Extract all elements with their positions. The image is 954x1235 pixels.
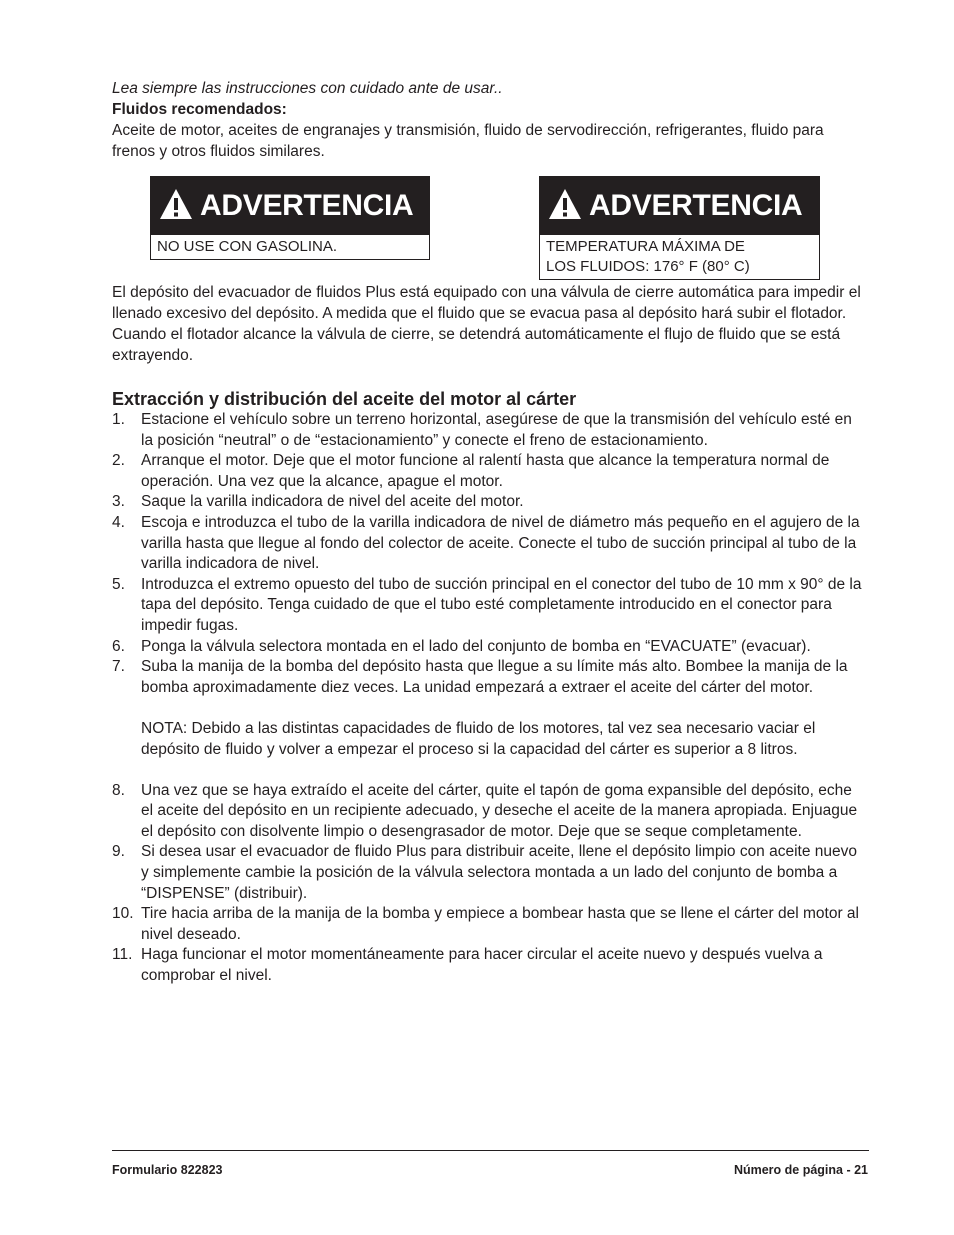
steps-list-continued <box>112 781 868 987</box>
step-number: 1. <box>112 411 125 428</box>
list-item <box>112 575 868 637</box>
step-text: Tire hacia arriba de la manija de la bomba y empiece a bombear hasta que se llene el cárter del motor al nivel deseado. <box>141 905 859 943</box>
step-number: 2. <box>112 452 125 470</box>
footer-page-number: Número de página - 21 <box>733 1163 868 1177</box>
step-text: Ponga la válvula selectora montada en el lado del conjunto de bomba en “EVACUATE” (evacuar). <box>141 637 811 655</box>
step-text: Estacione el vehículo sobre un terreno horizontal, asegúrese de que la transmisión del vehículo esté en la posición “neutral” o de “estacionamiento” y conecte el freno de estacionamiento. <box>141 411 852 449</box>
warning-title: ADVERTENCIA <box>589 189 803 222</box>
warning-box-gasoline <box>150 176 430 260</box>
list-item <box>112 657 868 698</box>
warning-header <box>151 177 429 235</box>
footer-divider <box>112 1150 869 1151</box>
step-number: 11. <box>112 946 133 964</box>
step-text: Una vez que se haya extraído el aceite del cárter, quite el tapón de goma expansible del depósito, eche el aceite del depósito en un recipiente adecuado, y deseche el aceite de la manera apropiada. Enjuague el depósito con disolvente limpio o desengrasador de motor. Deje que se seque completamente. <box>141 781 858 840</box>
list-item <box>112 781 868 843</box>
list-item <box>112 492 868 513</box>
intro-instruction: Lea siempre las instrucciones con cuidado ante de usar.. <box>112 80 503 97</box>
step-text: Introduzca el extremo opuesto del tubo de succión principal en el conector del tubo de 10 mm x 90° de la tapa del depósito. Tenga cuidado de que el tubo esté completamente introducido en el conector para impedir fugas. <box>141 575 862 634</box>
step-number: 9. <box>112 843 125 861</box>
list-item <box>112 513 868 575</box>
step-number: 8. <box>112 781 125 799</box>
list-item <box>112 945 868 986</box>
fluids-heading: Fluidos recomendados: <box>112 101 287 118</box>
warning-title: ADVERTENCIA <box>200 189 414 222</box>
list-item <box>112 637 868 658</box>
warning-text-line: LOS FLUIDOS: 176° F (80° C) <box>546 258 750 275</box>
warning-triangle-icon <box>159 188 193 225</box>
page-content <box>112 78 868 987</box>
fluids-text: Aceite de motor, aceites de engranajes y transmisión, fluido de servodirección, refrigerantes, fluido para frenos y otros fluidos similares. <box>112 122 824 160</box>
list-item <box>112 410 868 451</box>
section-heading: Extracción y distribución del aceite del motor al cárter <box>112 389 577 409</box>
warning-text: NO USE CON GASOLINA. <box>157 238 338 255</box>
warning-text-line: TEMPERATURA MÁXIMA DE <box>546 238 745 255</box>
list-item <box>112 842 868 904</box>
step-number: 7. <box>112 658 125 676</box>
step-text: Escoja e introduzca el tubo de la varilla indicadora de nivel de diámetro más pequeño en el agujero de la varilla hasta que llegue al fondo del colector de aceite. Conecte el tubo de succión principal al tubo de la varilla indicadora de nivel. <box>141 513 860 573</box>
step-number: 6. <box>112 637 125 655</box>
description-paragraph: El depósito del evacuador de fluidos Plus está equipado con una válvula de cierre automática para impedir el llenado excesivo del depósito. A medida que el fluido que se evacua pasa al depósito hará subir el flotador. Cuando el flotador alcance la válvula de cierre, se detendrá automáticamente el flujo de fluido que se está extrayendo. <box>112 284 861 364</box>
list-item <box>112 451 868 492</box>
step-number: 5. <box>112 575 125 593</box>
list-item <box>112 904 868 945</box>
footer-form-number: Formulario 822823 <box>112 1163 223 1177</box>
warning-triangle-icon <box>548 188 582 225</box>
step-number: 3. <box>112 493 125 511</box>
steps-list <box>112 410 868 698</box>
step-text: Haga funcionar el motor momentáneamente para hacer circular el aceite nuevo y después vuelva a comprobar el nivel. <box>141 946 823 985</box>
warning-header <box>540 177 819 235</box>
warning-box-temperature <box>539 176 820 280</box>
step-text: Saque la varilla indicadora de nivel del aceite del motor. <box>141 493 524 511</box>
step-number: 10. <box>112 905 134 923</box>
step-text: Arranque el motor. Deje que el motor funcione al ralentí hasta que alcance la temperatura normal de operación. Una vez que la alcance, apague el motor. <box>141 452 830 490</box>
warning-labels <box>112 162 868 282</box>
step-number: 4. <box>112 513 125 531</box>
step-text: Suba la manija de la bomba del depósito hasta que llegue a su límite más alto. Bombee la manija de la bomba aproximadamente diez veces. La unidad empezará a extraer el aceite del cárter del motor. <box>141 658 848 696</box>
warning-text <box>540 235 819 279</box>
step-text: Si desea usar el evacuador de fluido Plus para distribuir aceite, llene el depósito limpio con aceite nuevo y simplemente cambie la posición de la válvula selectora montada a un lado del conjunto de bomba a “DISPENSE” (distribuir). <box>141 843 858 902</box>
note-text: NOTA: Debido a las distintas capacidades de fluido de los motores, tal vez sea necesario vaciar el depósito de fluido y volver a empezar el proceso si la capacidad del cárter es superior a 8 litros. <box>141 719 816 758</box>
